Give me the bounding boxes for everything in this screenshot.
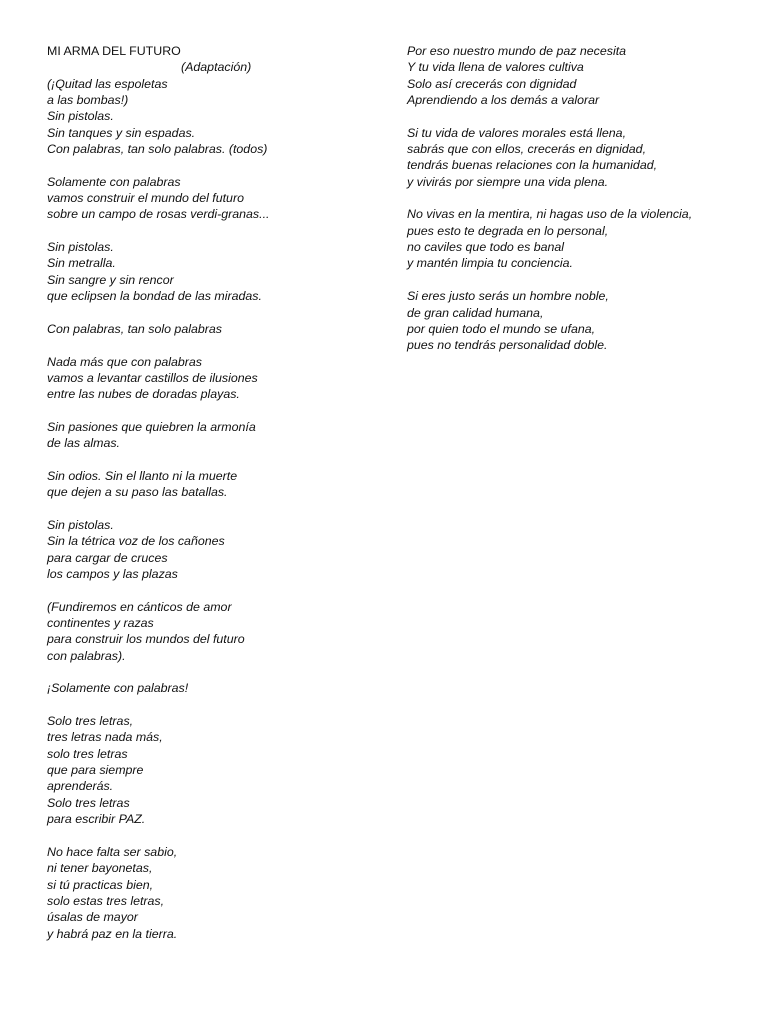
poem-line: úsalas de mayor <box>47 910 138 925</box>
poem-line: sobre un campo de rosas verdi-granas... <box>47 207 270 222</box>
poem-line: Por eso nuestro mundo de paz necesita <box>407 44 627 58</box>
poem-line: No hace falta ser sabio, <box>47 844 178 859</box>
poem-line: los campos y las plazas <box>47 567 178 581</box>
poem-line: continentes y razas <box>47 616 154 631</box>
stanza <box>47 517 377 582</box>
poem-line: Si eres justo serás un hombre noble, <box>407 289 609 304</box>
poem-line: No vivas en la mentira, ni hagas uso de la violencia, <box>407 207 693 222</box>
poem-line: vamos a levantar castillos de ilusiones <box>47 370 258 385</box>
poem-line: Sin odios. Sin el llanto ni la muerte <box>47 468 238 483</box>
stanza <box>47 844 377 942</box>
stanza <box>47 680 377 696</box>
stanza <box>47 239 377 304</box>
poem-line: Sin pasiones que quiebren la armonía <box>47 419 256 434</box>
poem-line: (¡Quitad las espoletas <box>47 76 168 91</box>
poem-line: para construir los mundos del futuro <box>47 632 245 647</box>
stanza <box>47 174 377 223</box>
poem-line: Solo así crecerás con dignidad <box>407 76 577 91</box>
poem-line: Y tu vida llena de valores cultiva <box>407 60 584 75</box>
poem-line: con palabras). <box>47 648 126 663</box>
stanza <box>47 76 377 158</box>
poem-line: Sin pistolas. <box>47 240 114 255</box>
poem-line: de gran calidad humana, <box>407 305 544 320</box>
poem-line: sabrás que con ellos, crecerás en dignidad, <box>407 142 647 157</box>
right-column <box>407 43 747 370</box>
stanza <box>407 43 747 108</box>
poem-line: Sin tanques y sin espadas. <box>47 125 196 140</box>
poem-line: pues esto te degrada en lo personal, <box>407 223 609 238</box>
poem-line: si tú practicas bien, <box>47 877 154 892</box>
poem-line: ¡Solamente con palabras! <box>47 681 189 696</box>
stanza <box>47 419 377 452</box>
poem-line: Sin sangre y sin rencor <box>47 272 174 287</box>
poem-line: Si tu vida de valores morales está llena, <box>407 125 627 140</box>
left-column <box>47 43 377 958</box>
poem-line: (Fundiremos en cánticos de amor <box>47 599 232 614</box>
poem-line: tendrás buenas relaciones con la humanidad, <box>407 158 658 173</box>
stanza <box>47 599 377 664</box>
poem-line: Solo tres letras, <box>47 714 134 729</box>
stanza <box>47 321 377 337</box>
poem-line: entre las nubes de doradas playas. <box>47 387 240 402</box>
stanza <box>47 468 377 501</box>
right-stanzas <box>407 43 747 354</box>
stanza <box>407 206 747 271</box>
left-stanzas <box>47 76 377 942</box>
poem-line: Nada más que con palabras <box>47 354 202 369</box>
poem-line: pues no tendrás personalidad doble. <box>407 338 608 353</box>
poem-line: Con palabras, tan solo palabras. (todos) <box>47 142 268 157</box>
poem-line: Aprendiendo a los demás a valorar <box>407 93 600 108</box>
poem-line: tres letras nada más, <box>47 730 163 745</box>
poem-line: por quien todo el mundo se ufana, <box>407 321 596 336</box>
poem-line: que eclipsen la bondad de las miradas. <box>47 289 262 304</box>
stanza <box>47 354 377 403</box>
poem-line: no caviles que todo es banal <box>407 240 565 255</box>
poem-line: Solamente con palabras <box>47 174 181 189</box>
stanza <box>407 125 747 190</box>
poem-line: para escribir PAZ. <box>47 812 146 827</box>
poem-line: que dejen a su paso las batallas. <box>47 485 228 500</box>
poem-line: aprenderás. <box>47 779 114 794</box>
stanza <box>407 288 747 353</box>
poem-line: Sin la tétrica voz de los cañones <box>47 534 225 549</box>
poem-line: y vivirás por siempre una vida plena. <box>407 174 609 189</box>
poem-line: y mantén limpia tu conciencia. <box>407 256 573 271</box>
poem-line: Sin pistolas. <box>47 517 114 532</box>
poem-line: Con palabras, tan solo palabras <box>47 321 222 336</box>
poem-line: vamos construir el mundo del futuro <box>47 191 244 206</box>
poem-line: de las almas. <box>47 436 121 451</box>
stanza <box>47 713 377 827</box>
poem-line: Sin pistolas. <box>47 109 114 124</box>
poem-title: MI ARMA DEL FUTURO <box>47 44 181 58</box>
poem-line: para cargar de cruces <box>47 550 168 565</box>
poem-line: solo tres letras <box>47 746 128 761</box>
poem-line: solo estas tres letras, <box>47 893 165 908</box>
poem-line: y habrá paz en la tierra. <box>47 926 178 941</box>
poem-line: ni tener bayonetas, <box>47 861 153 876</box>
poem-line: Sin metralla. <box>47 256 116 271</box>
poem-line: que para siempre <box>47 763 144 778</box>
poem-subtitle: (Adaptación) <box>181 60 252 75</box>
poem-line: Solo tres letras <box>47 795 130 810</box>
poem-line: a las bombas!) <box>47 93 129 108</box>
